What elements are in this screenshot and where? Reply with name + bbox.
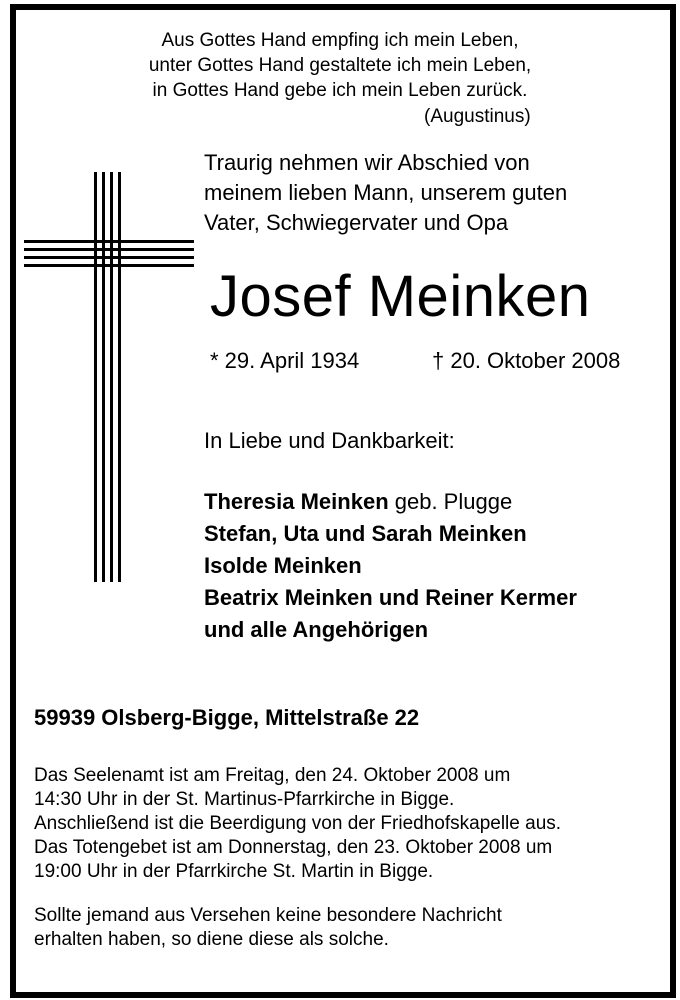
mourner-1 <box>204 486 577 518</box>
quote-author: (Augustinus) <box>424 106 531 127</box>
details-line-3: Anschließend ist die Beerdigung von der Friedhofskapelle aus. <box>34 813 562 834</box>
details-line-5: 19:00 Uhr in der Pfarrkirche St. Martin in Bigge. <box>34 861 434 882</box>
closing-line-1: Sollte jemand aus Versehen keine besondere Nachricht <box>34 905 502 926</box>
birth-date: * 29. April 1934 <box>210 348 360 373</box>
mourner-2: Stefan, Uta und Sarah Meinken <box>204 521 527 546</box>
cross-icon <box>24 172 194 582</box>
thanks-line: In Liebe und Dankbarkeit: <box>204 428 455 453</box>
details-line-4: Das Totengebet ist am Donnerstag, den 23. Oktober 2008 um <box>34 837 553 858</box>
details-line-1: Das Seelenamt ist am Freitag, den 24. Oktober 2008 um <box>34 765 511 786</box>
quote-line-2: unter Gottes Hand gestaltete ich mein Leben, <box>148 55 532 76</box>
details-line-2: 14:30 Uhr in der St. Martinus-Pfarrkirche in Bigge. <box>34 789 455 810</box>
quote-line-3: in Gottes Hand gebe ich mein Leben zurück. <box>152 80 528 101</box>
mourner-1-maiden-name: geb. Plugge <box>388 489 513 514</box>
quote-line-1: Aus Gottes Hand empfing ich mein Leben, <box>161 30 519 51</box>
closing-line-2: erhalten haben, so diene diese als solche. <box>34 929 389 950</box>
death-date: † 20. Oktober 2008 <box>432 348 621 373</box>
mourners-list <box>204 486 577 646</box>
mourner-4: Beatrix Meinken und Reiner Kermer <box>204 585 577 610</box>
mourner-5: und alle Angehörigen <box>204 617 429 642</box>
mourner-3: Isolde Meinken <box>204 553 362 578</box>
service-details <box>34 764 561 884</box>
farewell-intro <box>204 148 567 238</box>
intro-line-1: Traurig nehmen wir Abschied von <box>204 150 530 175</box>
closing-note <box>34 904 502 952</box>
intro-line-3: Vater, Schwiegervater und Opa <box>204 210 509 235</box>
deceased-name: Josef Meinken <box>210 264 591 329</box>
intro-line-2: meinem lieben Mann, unserem guten <box>204 180 568 205</box>
mourner-1-name: Theresia Meinken <box>204 489 389 514</box>
bible-quote <box>0 28 680 103</box>
family-address: 59939 Olsberg-Bigge, Mittelstraße 22 <box>34 705 420 730</box>
